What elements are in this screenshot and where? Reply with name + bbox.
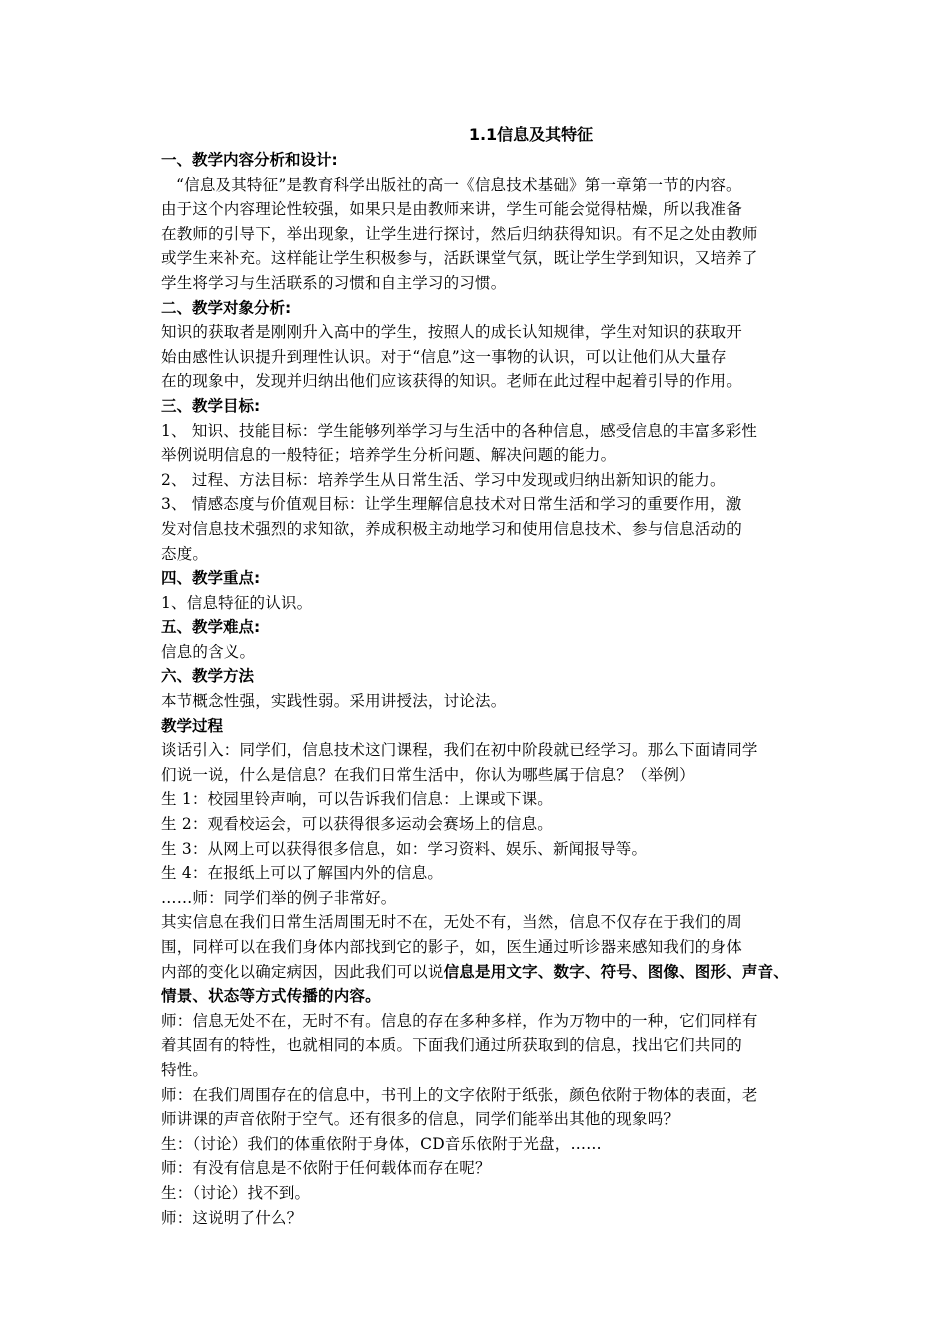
paragraph-line: 围，同样可以在我们身体内部找到它的影子，如，医生通过听诊器来感知我们的身体	[161, 938, 742, 956]
section-heading-teaching-goals: 三、教学目标:	[161, 396, 261, 415]
paragraph-line: 着其固有的特性，也就相同的本质。下面我们通过所获取到的信息，找出它们共同的	[161, 1036, 742, 1055]
paragraph-line: 生 3：从网上可以获得很多信息，如：学习资料、娱乐、新闻报导等。	[161, 839, 648, 858]
paragraph-line: 始由感性认识提升到理性认识。对于“信息”这一事物的认识，可以让他们从大量存	[161, 347, 727, 366]
paragraph-line: 在的现象中，发现并归纳出他们应该获得的知识。老师在此过程中起着引导的作用。	[161, 372, 742, 391]
paragraph-line: 在教师的引导下，举出现象，让学生进行探讨，然后归纳获得知识。有不足之处由教师	[161, 224, 758, 243]
paragraph-line: 知识的获取者是刚刚升入高中的学生，按照人的成长认知规律，学生对知识的获取开	[161, 323, 742, 342]
section-heading-difficulties: 五、教学难点:	[161, 618, 261, 637]
paragraph-line: 态度。	[161, 544, 209, 563]
section-heading-key-points: 四、教学重点:	[161, 569, 261, 588]
paragraph-line: 或学生来补充。这样能让学生积极参与，活跃课堂气氛，既让学生学到知识，又培养了	[161, 249, 758, 268]
paragraph-line: 生：（讨论）找不到。	[161, 1183, 311, 1202]
document-page	[161, 122, 861, 1230]
paragraph-line: 由于这个内容理论性较强，如果只是由教师来讲，学生可能会觉得枯燥，所以我准备	[161, 200, 742, 219]
paragraph-line: 生 2：观看校运会，可以获得很多运动会赛场上的信息。	[161, 815, 553, 834]
paragraph-line: 其实信息在我们日常生活周围无时不在，无处不有，当然，信息不仅存在于我们的周	[161, 913, 742, 932]
paragraph-line: 1、信息特征的认识。	[161, 593, 313, 612]
paragraph-line: 学生将学习与生活联系的习惯和自主学习的习惯。	[161, 273, 507, 292]
paragraph-line: 举例说明信息的一般特征；培养学生分析问题、解决问题的能力。	[161, 446, 617, 465]
paragraph-line: 生：（讨论）我们的体重依附于身体，CD音乐依附于光盘，……	[161, 1134, 602, 1153]
paragraph-line: 师讲课的声音依附于空气。还有很多的信息，同学们能举出其他的现象吗？	[161, 1110, 680, 1129]
paragraph-line: 3、 情感态度与价值观目标：让学生理解信息技术对日常生活和学习的重要作用，激	[161, 495, 742, 514]
paragraph-line: ……师：同学们举的例子非常好。	[161, 888, 397, 907]
section-heading-teaching-process: 教学过程	[161, 716, 224, 735]
section-heading-audience-analysis: 二、教学对象分析:	[161, 298, 292, 317]
paragraph-line: 师：有没有信息是不依附于任何载体而存在呢？	[161, 1159, 491, 1178]
definition-bold-text: 信息是用文字、数字、符号、图像、图形、声音、	[443, 962, 790, 981]
paragraph-line: “信息及其特征”是教育科学出版社的高一《信息技术基础》第一章第一节的内容。	[176, 175, 742, 194]
paragraph-line: 特性。	[161, 1060, 209, 1079]
paragraph-line: 谈话引入：同学们，信息技术这门课程，我们在初中阶段就已经学习。那么下面请同学	[161, 741, 758, 760]
paragraph-line: 师：这说明了什么？	[161, 1208, 303, 1227]
document-title: 1.1信息及其特征	[468, 125, 594, 144]
paragraph-line: 2、 过程、方法目标：培养学生从日常生活、学习中发现或归纳出新知识的能力。	[161, 470, 726, 489]
paragraph-line: 生 4：在报纸上可以了解国内外的信息。	[161, 864, 444, 883]
paragraph-line: 发对信息技术强烈的求知欲，养成积极主动地学习和使用信息技术、参与信息活动的	[161, 519, 742, 538]
paragraph-line: 师：信息无处不在，无时不有。信息的存在多种多样，作为万物中的一种，它们同样有	[161, 1011, 758, 1030]
paragraph-line: 1、 知识、技能目标：学生能够列举学习与生活中的各种信息，感受信息的丰富多彩性	[161, 421, 758, 440]
definition-bold-line: 情景、状态等方式传播的内容。	[161, 987, 381, 1006]
paragraph-line: 信息的含义。	[161, 642, 256, 661]
paragraph-line: 师：在我们周围存在的信息中，书刊上的文字依附于纸张，颜色依附于物体的表面，老	[161, 1085, 758, 1104]
paragraph-line-mixed	[161, 960, 861, 985]
paragraph-line: 生 1：校园里铃声响，可以告诉我们信息：上课或下课。	[161, 790, 553, 809]
paragraph-line: 们说一说，什么是信息？在我们日常生活中，你认为哪些属于信息？（举例）	[161, 765, 695, 784]
section-heading-content-analysis: 一、教学内容分析和设计:	[161, 151, 338, 169]
paragraph-line: 本节概念性强，实践性弱。采用讲授法，讨论法。	[161, 692, 507, 711]
section-heading-methods: 六、教学方法	[161, 667, 255, 686]
paragraph-text: 内部的变化以确定病因，因此我们可以说	[161, 962, 444, 981]
